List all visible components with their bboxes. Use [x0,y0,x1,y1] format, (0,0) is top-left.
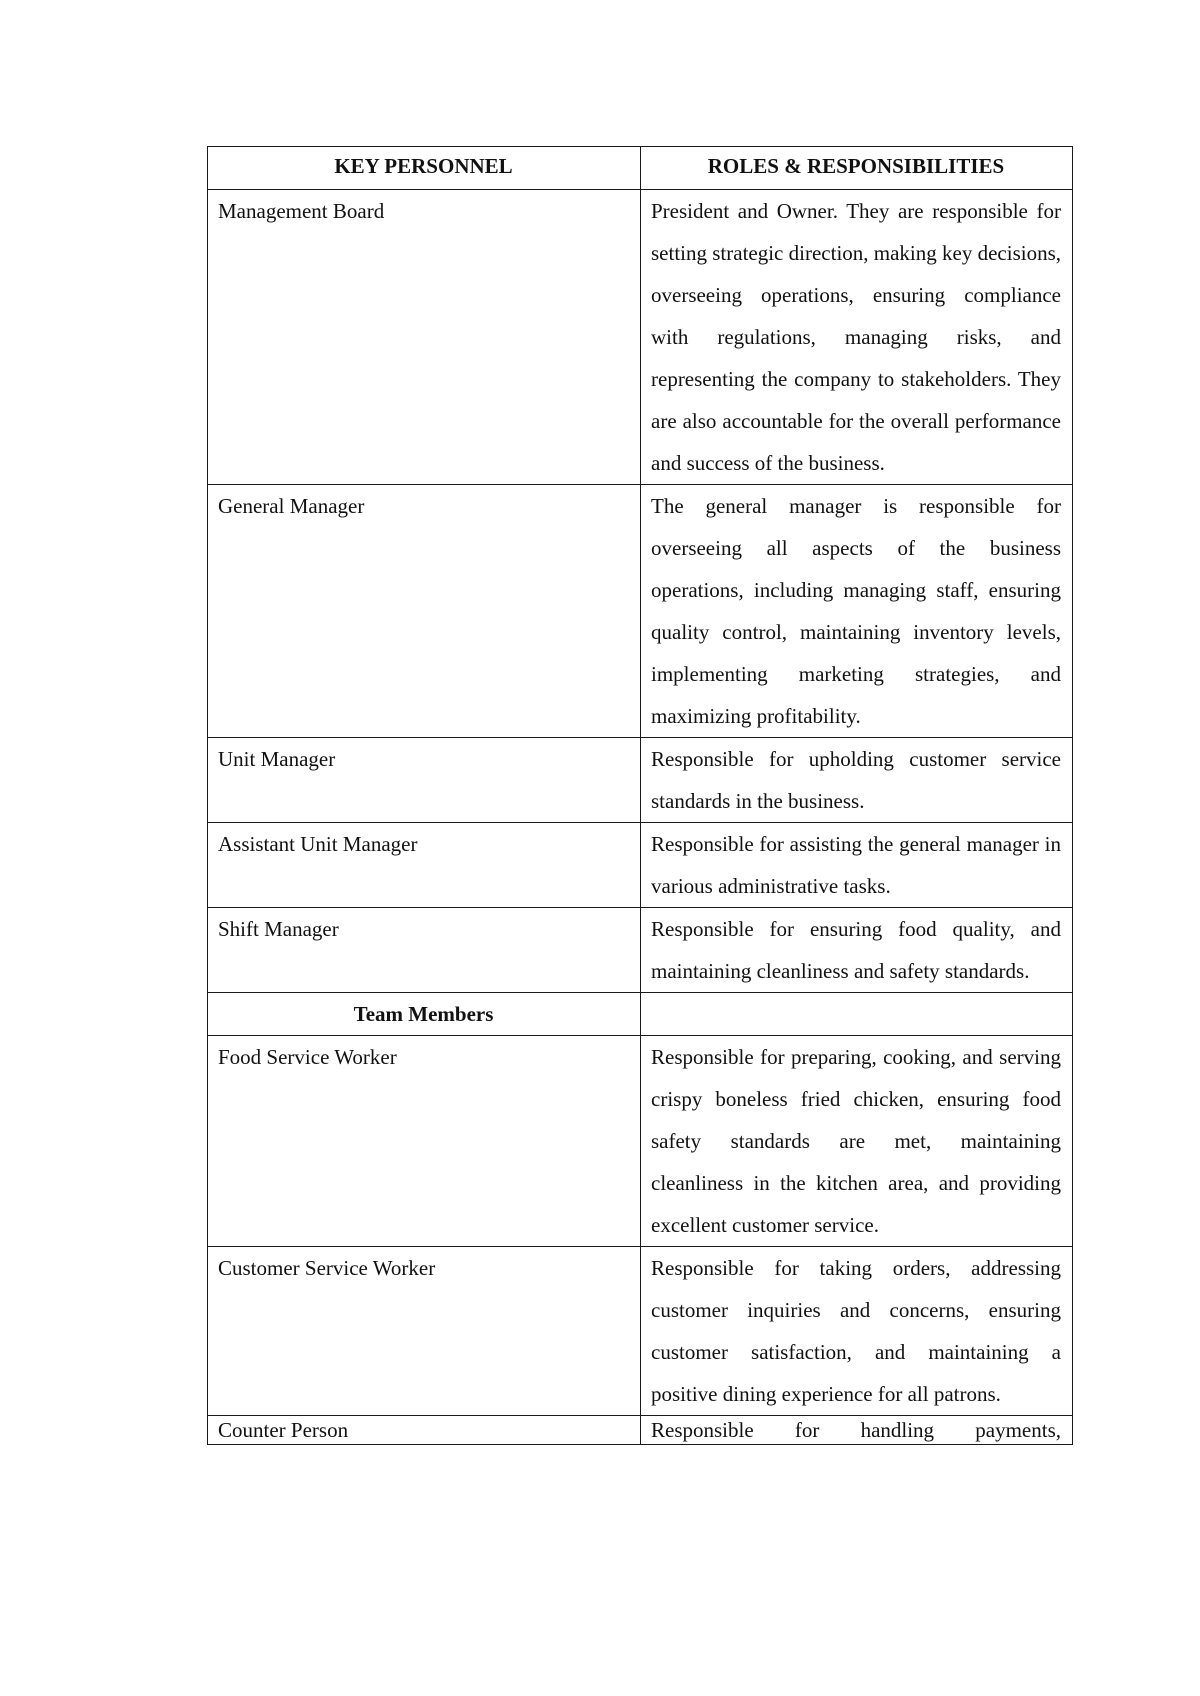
table-row [208,908,1073,993]
personnel-name: General Manager [208,485,641,738]
role-description: Responsible for upholding customer service standards in the business. [641,738,1073,823]
role-description-text: Responsible for handling payments, [651,1418,1061,1442]
role-description: Responsible for preparing, cooking, and serving crispy boneless fried chicken, ensuring food safety standards are met, maintaining cleanliness in the kitchen area, and providing excellent customer service. [641,1036,1073,1247]
section-label: Team Members [208,993,641,1036]
personnel-roles-table [207,146,1073,1445]
header-key-personnel: KEY PERSONNEL [208,147,641,190]
personnel-name: Food Service Worker [208,1036,641,1247]
personnel-name: Assistant Unit Manager [208,823,641,908]
table-row [208,190,1073,485]
table-row [208,1036,1073,1247]
table-row [208,823,1073,908]
personnel-name: Customer Service Worker [208,1247,641,1416]
table-row [208,738,1073,823]
personnel-name: Unit Manager [208,738,641,823]
table-row [208,1416,1073,1445]
table-row [208,485,1073,738]
header-roles-responsibilities: ROLES & RESPONSIBILITIES [641,147,1073,190]
role-description [641,1416,1073,1445]
role-description: Responsible for taking orders, addressing customer inquiries and concerns, ensuring customer satisfaction, and maintaining a positive dining experience for all patrons. [641,1247,1073,1416]
personnel-name-text: Counter Person [218,1418,349,1442]
personnel-name: Shift Manager [208,908,641,993]
role-description: Responsible for ensuring food quality, and maintaining cleanliness and safety standards. [641,908,1073,993]
table-row [208,1247,1073,1416]
personnel-name: Management Board [208,190,641,485]
role-description: Responsible for assisting the general manager in various administrative tasks. [641,823,1073,908]
section-row-team-members [208,993,1073,1036]
personnel-name [208,1416,641,1445]
section-empty-cell [641,993,1073,1036]
role-description: The general manager is responsible for overseeing all aspects of the business operations, including managing staff, ensuring quality control, maintaining inventory levels, implementing marketing strategies, and maximizing profitability. [641,485,1073,738]
role-description: President and Owner. They are responsible for setting strategic direction, making key decisions, overseeing operations, ensuring compliance with regulations, managing risks, and representing the company to stakeholders. They are also accountable for the overall performance and success of the business. [641,190,1073,485]
table-header-row [208,147,1073,190]
